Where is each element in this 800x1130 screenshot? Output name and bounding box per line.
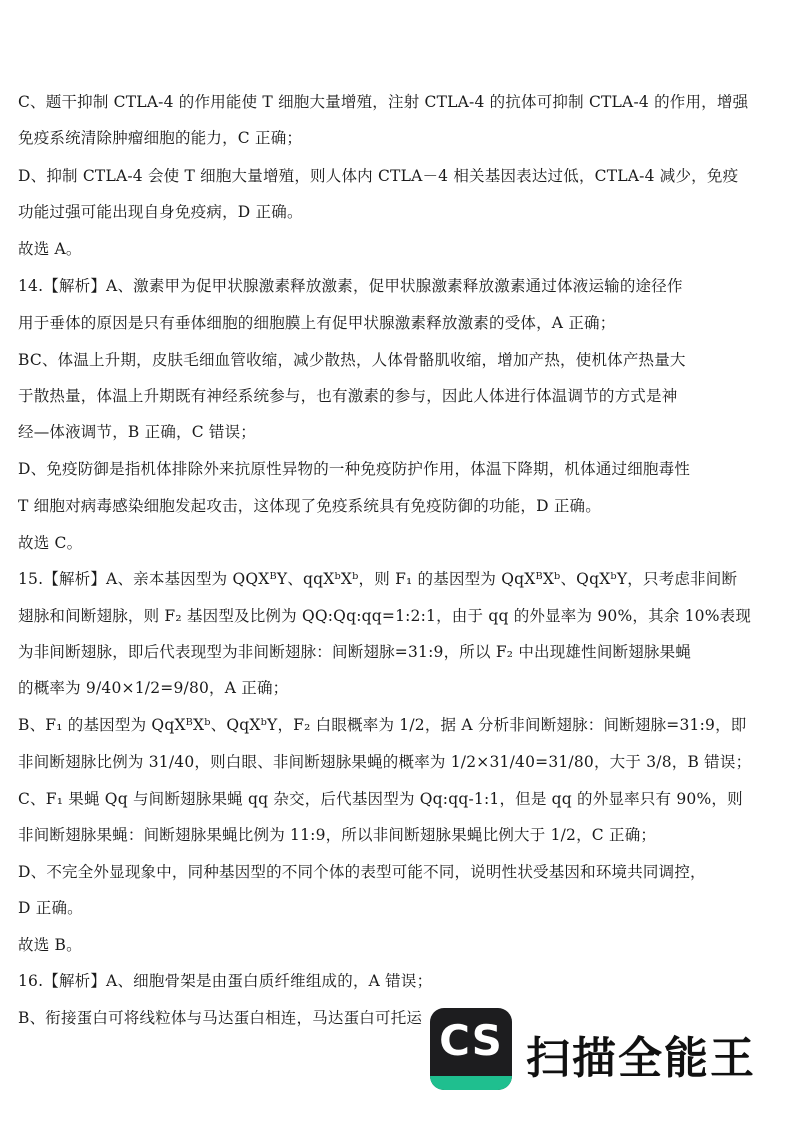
text-line: B、F₁ 的基因型为 QqXᴮXᵇ、QqXᵇY，F₂ 白眼概率为 1/2，据 A 分析非间断翅脉：间断翅脉=31:9，即 (18, 716, 747, 734)
text-line: T 细胞对病毒感染细胞发起攻击，这体现了免疫系统具有免疫防御的功能，D 正确。 (18, 497, 601, 515)
camscanner-watermark (430, 1008, 790, 1092)
text-line: 15.【解析】A、亲本基因型为 QQXᴮY、qqXᵇXᵇ，则 F₁ 的基因型为 QqXᴮXᵇ、QqXᵇY，只考虑非间断 (18, 570, 738, 588)
text-line: 非间断翅脉比例为 31/40，则白眼、非间断翅脉果蝇的概率为 1/2×31/40=31/80，大于 3/8，B 错误； (18, 753, 752, 771)
text-line: 故选 B。 (18, 936, 82, 954)
text-line: 的概率为 9/40×1/2=9/80，A 正确； (18, 679, 289, 697)
text-line: 为非间断翅脉，即后代表现型为非间断翅脉：间断翅脉=31:9，所以 F₂ 中出现雄性间断翅脉果蝇 (18, 643, 692, 661)
text-line: BC、体温上升期，皮肤毛细血管收缩，减少散热，人体骨骼肌收缩，增加产热，使机体产热量大 (18, 351, 686, 369)
text-line: 故选 A。 (18, 240, 82, 258)
text-line: 免疫系统清除肿瘤细胞的能力，C 正确； (18, 129, 303, 147)
text-line: 故选 C。 (18, 534, 83, 552)
text-line: C、F₁ 果蝇 Qq 与间断翅脉果蝇 qq 杂交，后代基因型为 Qq:qq-1:1，但是 qq 的外显率只有 90%，则 (18, 790, 743, 808)
text-line: B、衔接蛋白可将线粒体与马达蛋白相连，马达蛋白可托运 (18, 1009, 423, 1027)
text-line: D、免疫防御是指机体排除外来抗原性异物的一种免疫防护作用，体温下降期，机体通过细胞毒性 (18, 460, 691, 478)
text-line: 功能过强可能出现自身免疫病，D 正确。 (18, 203, 303, 221)
text-line: 于散热量，体温上升期既有神经系统参与，也有激素的参与，因此人体进行体温调节的方式是神 (18, 387, 678, 405)
camscanner-logo-icon (430, 1008, 512, 1090)
brand-name: 扫描全能王 (526, 1033, 756, 1084)
text-line: D、不完全外显现象中，同种基因型的不同个体的表型可能不同，说明性状受基因和环境共同调控， (18, 863, 706, 881)
text-line: D 正确。 (18, 899, 83, 917)
text-line: 经—体液调节，B 正确，C 错误； (18, 423, 257, 441)
logo-band (430, 1076, 512, 1090)
text-line: 14.【解析】A、激素甲为促甲状腺激素释放激素，促甲状腺激素释放激素通过体液运输的途径作 (18, 277, 683, 295)
text-line: 非间断翅脉果蝇：间断翅脉果蝇比例为 11:9，所以非间断翅脉果蝇比例大于 1/2，C 正确； (18, 826, 657, 844)
text-line: 翅脉和间断翅脉，则 F₂ 基因型及比例为 QQ:Qq:qq=1:2:1，由于 qq 的外显率为 90%，其余 10%表现 (18, 607, 752, 625)
logo-text: CS (439, 1016, 503, 1065)
text-line: C、题干抑制 CTLA-4 的作用能使 T 细胞大量增殖，注射 CTLA-4 的抗体可抑制 CTLA-4 的作用，增强 (18, 93, 749, 111)
text-line: D、抑制 CTLA-4 会使 T 细胞大量增殖，则人体内 CTLA－4 相关基因表达过低，CTLA-4 减少，免疫 (18, 167, 739, 185)
text-line: 16.【解析】A、细胞骨架是由蛋白质纤维组成的，A 错误； (18, 972, 433, 990)
text-line: 用于垂体的原因是只有垂体细胞的细胞膜上有促甲状腺激素释放激素的受体，A 正确； (18, 314, 616, 332)
